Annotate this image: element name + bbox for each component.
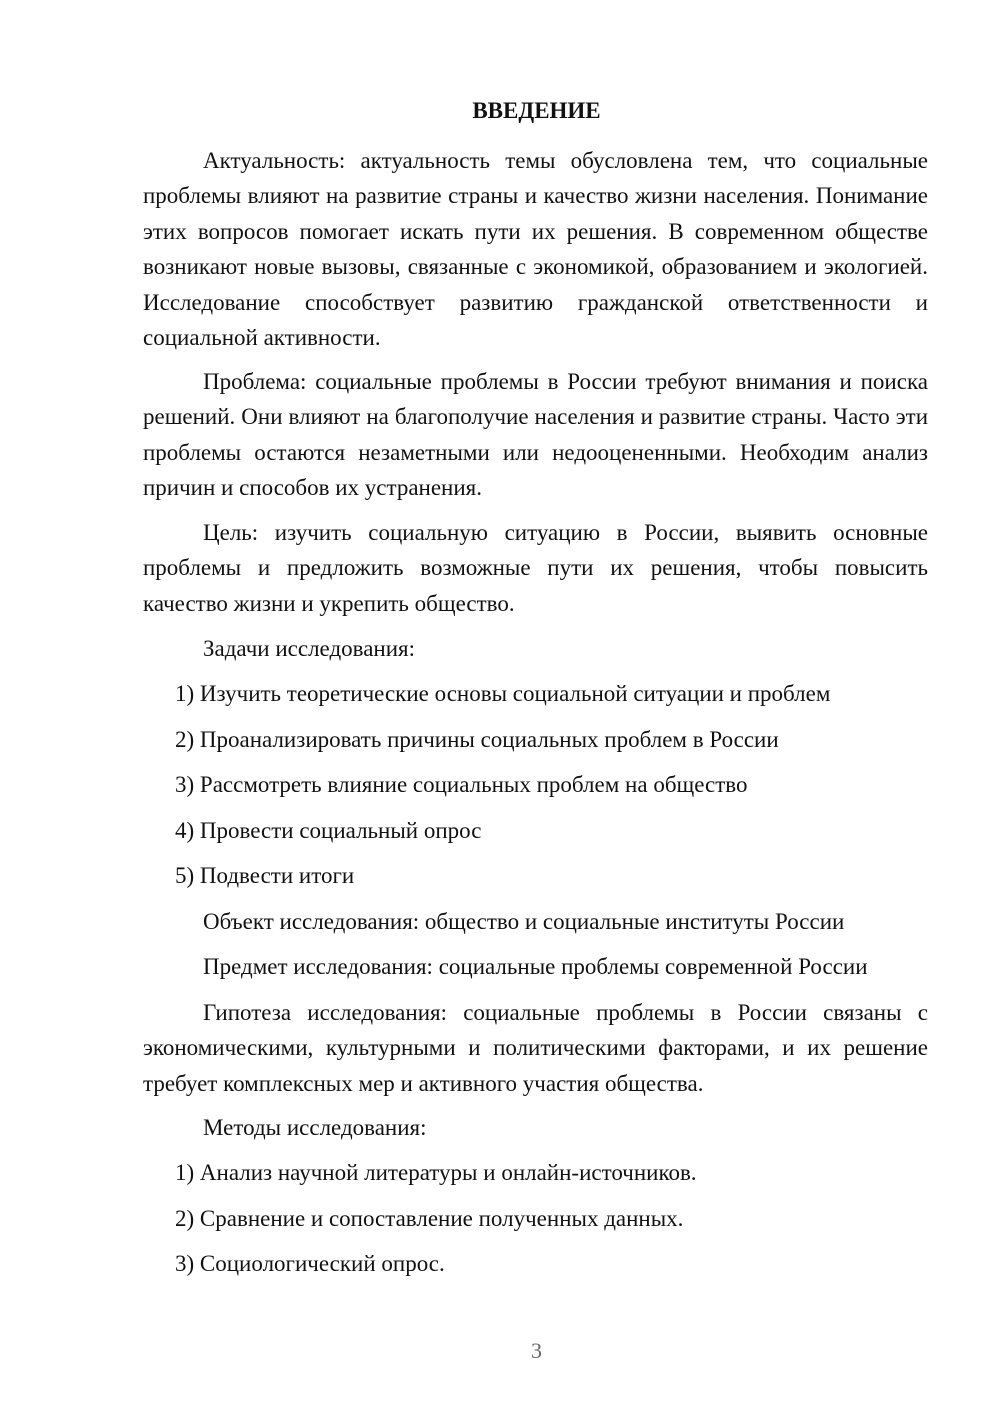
method-item: 1) Анализ научной литературы и онлайн-источников. [175, 1160, 697, 1185]
goal-text: Цель: изучить социальную ситуацию в России, выявить основные проблемы и предложить возможные пути их решения, чтобы повысить качество жизни и укрепить общество. [143, 520, 928, 616]
methods-heading: Методы исследования: [203, 1115, 427, 1140]
subject-line: Предмет исследования: социальные проблемы современной России [203, 954, 868, 979]
goal-paragraph [143, 515, 928, 621]
problem-text: Проблема: социальные проблемы в России требуют внимания и поиска решений. Они влияют на благополучие населения и развитие страны. Часто эти проблемы остаются незаметными или недооцененными. Необходим анализ причин и способов их устранения. [143, 369, 928, 501]
task-item: 3) Рассмотреть влияние социальных проблем на общество [175, 772, 748, 797]
method-item: 3) Социологический опрос. [175, 1251, 445, 1276]
relevance-paragraph [143, 143, 928, 355]
page-title: ВВЕДЕНИЕ [472, 98, 601, 123]
method-item: 2) Сравнение и сопоставление полученных данных. [175, 1206, 684, 1231]
page-number: 3 [531, 1338, 542, 1363]
task-item: 2) Проанализировать причины социальных проблем в России [175, 727, 779, 752]
task-item: 1) Изучить теоретические основы социальной ситуации и проблем [175, 681, 831, 706]
task-item: 4) Провести социальный опрос [175, 818, 482, 843]
tasks-heading: Задачи исследования: [203, 636, 416, 661]
object-line: Объект исследования: общество и социальные институты России [203, 909, 845, 934]
problem-paragraph [143, 364, 928, 506]
hypothesis-paragraph [143, 995, 928, 1101]
hypothesis-text: Гипотеза исследования: социальные проблемы в России связаны с экономическими, культурными и политическими факторами, и их решение требует комплексных мер и активного участия общества. [143, 1000, 928, 1096]
task-item: 5) Подвести итоги [175, 863, 355, 888]
relevance-text: Актуальность: актуальность темы обусловлена тем, что социальные проблемы влияют на развитие страны и качество жизни населения. Понимание этих вопросов помогает искать пути их решения. В современном обществе возникают новые вызовы, связанные с экономикой, образованием и экологией. Исследование способствует развитию гражданской ответственности и социальной активности. [143, 148, 928, 351]
